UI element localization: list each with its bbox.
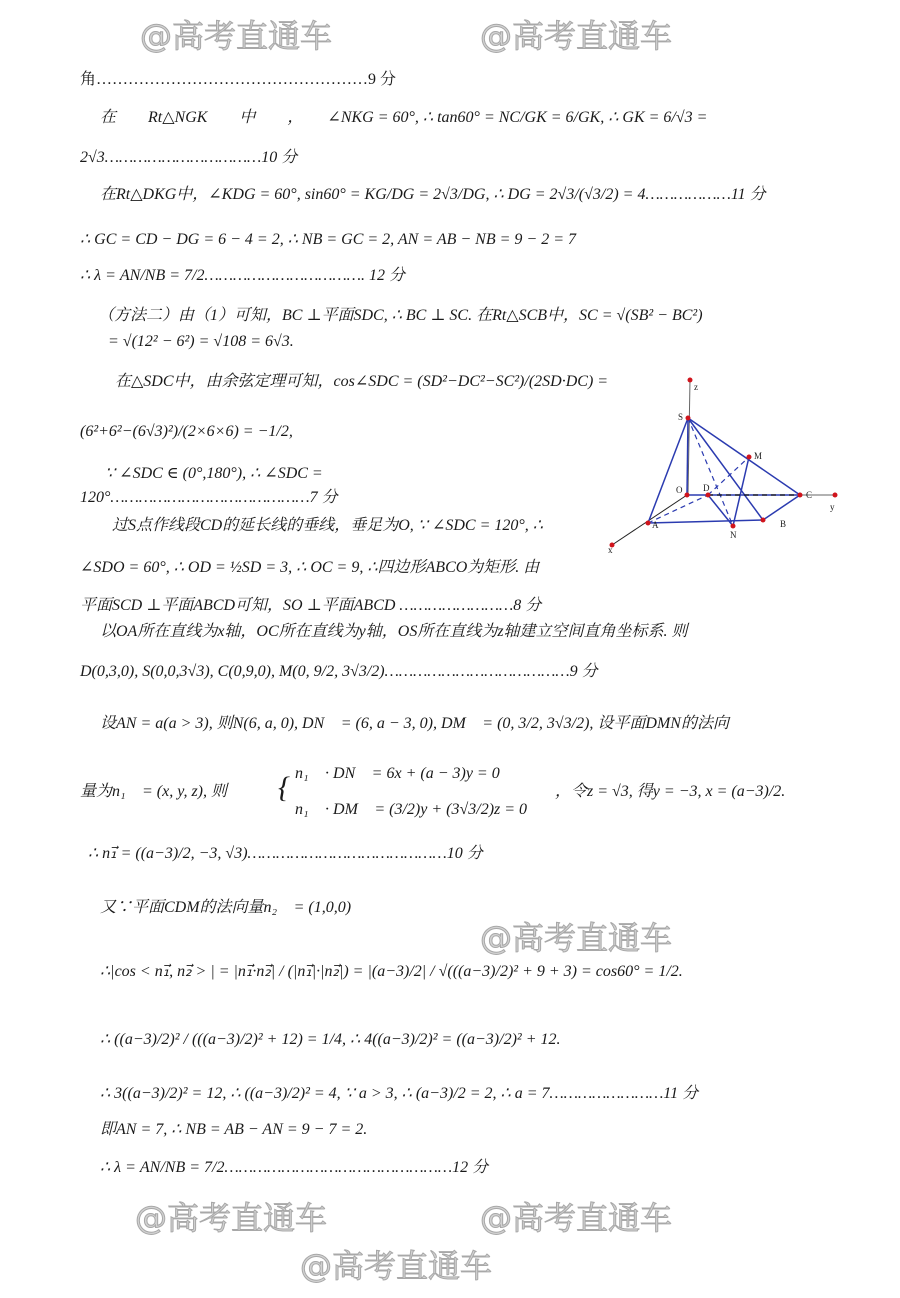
watermark: @高考直通车 [135,1199,328,1237]
line-26: ∴ λ = AN/NB = 7/2…………………………………………12 分 [100,1159,489,1176]
line-7: （方法二）由（1）可知，BC ⊥平面SDC, ∴ BC ⊥ SC. 在Rt△SCB中，SC = √(SB² − BC²) [98,307,703,324]
axes [612,380,835,545]
line-5: ∴ GC = CD − DG = 6 − 4 = 2, ∴ NB = GC = 2, AN = AB − NB = 9 − 2 = 7 [80,231,577,248]
line-9: 在△SDC中，由余弦定理可知，cos∠SDC = (SD²−DC²−SC²)/(2SD·DC) = [115,373,609,390]
line-25: 即AN = 7, ∴ NB = AB − AN = 9 − 7 = 2. [100,1121,368,1138]
line-3: 2√3……………………………10 分 [80,149,298,166]
label-N: N [730,530,737,540]
label-x: x [608,545,613,555]
label-z: z [694,382,698,392]
label-y: y [830,502,835,512]
pyramid-figure [600,370,850,560]
line-20: ∴ n₁⃗ = ((a−3)/2, −3, √3)……………………………………10 分 [88,845,483,862]
watermark: @高考直通车 [480,1199,673,1237]
line-19: 量为n₁⃗ = (x, y, z), 则 [80,783,228,800]
line-15: 平面SCD ⊥平面ABCD可知，SO ⊥平面ABCD ……………………8 分 [80,597,542,614]
line-12: 120°……………………………………7 分 [80,489,338,506]
label-S: S [678,412,684,422]
line-6: ∴ λ = AN/NB = 7/2……………………………. 12 分 [80,267,405,284]
line-24: ∴ 3((a−3)/2)² = 12, ∴ ((a−3)/2)² = 4, ∵ a > 3, ∴ (a−3)/2 = 2, ∴ a = 7……………………11 分 [100,1085,699,1102]
line-18: 设AN = a(a > 3), 则N(6, a, 0), DN⃗ = (6, a − 3, 0), DM⃗ = (0, 3/2, 3√3/2), 设平面DMN的法向 [100,715,729,732]
label-C: C [806,490,813,500]
line-19-tail: ，令z = √3, 得y = −3, x = (a−3)/2. [555,783,786,800]
line-23: ∴ ((a−3)/2)² / (((a−3)/2)² + 12) = 1/4, ∴ 4((a−3)/2)² = ((a−3)/2)² + 12. [100,1031,561,1048]
watermark: @高考直通车 [300,1247,493,1285]
line-16: 以OA所在直线为x轴，OC所在直线为y轴，OS所在直线为z轴建立空间直角坐标系. 则 [100,623,688,640]
label-O: O [676,485,683,495]
line-1: 角……………………………………………9 分 [80,71,397,88]
label-M: M [754,451,763,461]
watermark: @高考直通车 [140,17,333,55]
line-17: D(0,3,0), S(0,0,3√3), C(0,9,0), M(0, 9/2, 3√3/2)…………………………………9 分 [80,663,598,680]
line-4: 在Rt△DKG中，∠KDG = 60°, sin60° = KG/DG = 2√3/DG, ∴ DG = 2√3/(√3/2) = 4………………11 分 [100,186,766,203]
pyramid-edges [648,418,800,526]
line-13: 过S点作线段CD的延长线的垂线，垂足为O, ∵ ∠SDC = 120°, ∴ [112,517,543,534]
label-A: A [652,520,659,530]
watermark: @高考直通车 [480,919,673,957]
watermark: @高考直通车 [480,17,673,55]
system-eq-1: n₁⃗ · DN⃗ = 6x + (a − 3)y = 0 [295,765,500,782]
label-B: B [780,519,787,529]
line-14: ∠SDO = 60°, ∴ OD = ½SD = 3, ∴ OC = 9, ∴四边形ABCO为矩形. 由 [80,559,540,576]
line-2: 在 Rt△NGK 中 ， ∠NKG = 60°, ∴ tan60° = NC/GK = 6/GK, ∴ GK = 6/√3 = [100,109,708,126]
line-10: (6²+6²−(6√3)²)/(2×6×6) = −1/2, [80,423,293,440]
brace: { [278,771,290,804]
line-11: ∵ ∠SDC ∈ (0°,180°), ∴ ∠SDC = [105,465,323,482]
line-22: ∴|cos < n₁⃗, n₂⃗ > | = |n₁⃗·n₂⃗| / (|n₁⃗|·|n₂⃗|) = |(a−3)/2| / √(((a−3)/2)² + 9 + 3) = cos60° = 1/2. [100,963,683,980]
points [610,378,838,548]
label-D: D [703,483,710,493]
line-21: 又∵平面CDM的法向量n₂⃗ = (1,0,0) [100,899,352,916]
line-8: = √(12² − 6²) = √108 = 6√3. [108,333,294,350]
system-eq-2: n₁⃗ · DM⃗ = (3/2)y + (3√3/2)z = 0 [295,801,528,818]
